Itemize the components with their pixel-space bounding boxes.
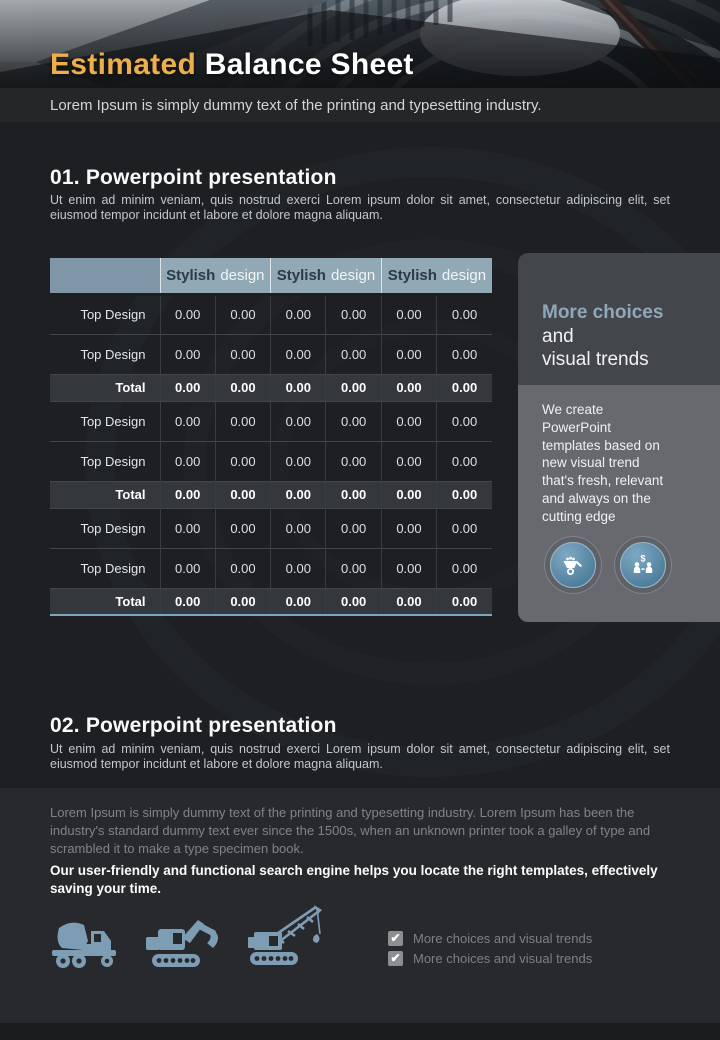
checkbox-row[interactable]	[388, 951, 592, 966]
row-label: Total	[50, 588, 160, 615]
table-cell: 0.00	[381, 294, 436, 334]
side-panel-body: We create PowerPoint templates based on new visual trend that's fresh, relevant and always on the cutting edge	[542, 402, 664, 524]
table-cell: 0.00	[160, 481, 215, 508]
table-cell: 0.00	[437, 548, 492, 588]
table-row	[50, 401, 492, 441]
bottom-paragraph: Lorem Ipsum is simply dummy text of the printing and typesetting industry. Lorem Ipsum has been the industry's standard dummy text ever since the 1500s, when an unknown printer took a galley of type and scrambled it to make a type specimen book.	[50, 805, 651, 857]
section2-body: Ut enim ad minim veniam, quis nostrud exerci Lorem ipsum dolor sit amet, consectetur adipiscing elit, set eiusmod tempor incidunt et labore et dolore magna aliquam.	[50, 742, 670, 771]
table-cell: 0.00	[437, 441, 492, 481]
table-row	[50, 548, 492, 588]
table-cell: 0.00	[381, 588, 436, 615]
balance-table	[50, 258, 492, 616]
group-title-light: design	[441, 266, 487, 284]
mixer-truck-icon	[50, 920, 122, 970]
vehicle-icons-row	[50, 904, 350, 970]
section1-heading: 01. Powerpoint presentation	[50, 166, 337, 189]
side-panel-title-block	[518, 253, 720, 385]
table-cell: 0.00	[326, 548, 381, 588]
table-cell: 0.00	[215, 374, 270, 401]
subtitle-band	[0, 88, 720, 122]
table-cell: 0.00	[437, 588, 492, 615]
table-cell: 0.00	[381, 508, 436, 548]
table-cell: 0.00	[437, 508, 492, 548]
row-label: Top Design	[50, 401, 160, 441]
crane-icon	[240, 904, 332, 970]
table-total-row	[50, 481, 492, 508]
table-cell: 0.00	[326, 441, 381, 481]
group-title-bold: Stylish	[276, 266, 326, 284]
table-cell: 0.00	[437, 401, 492, 441]
table-cell: 0.00	[160, 588, 215, 615]
table-cell: 0.00	[326, 588, 381, 615]
table-cell: 0.00	[215, 401, 270, 441]
side-panel-icons	[544, 536, 702, 594]
deal-icon	[631, 553, 655, 577]
page-subtitle: Lorem Ipsum is simply dummy text of the printing and typesetting industry.	[50, 96, 542, 114]
group-title-bold: Stylish	[166, 266, 216, 284]
table-row	[50, 294, 492, 334]
table-row	[50, 508, 492, 548]
table-cell: 0.00	[271, 588, 326, 615]
table-cell: 0.00	[271, 481, 326, 508]
table-header-group	[160, 258, 271, 294]
table-cell: 0.00	[381, 401, 436, 441]
table-cell: 0.00	[381, 441, 436, 481]
table-cell: 0.00	[160, 334, 215, 374]
table-cell: 0.00	[437, 481, 492, 508]
table-cell: 0.00	[215, 548, 270, 588]
table-cell: 0.00	[326, 334, 381, 374]
row-label: Top Design	[50, 294, 160, 334]
row-label: Total	[50, 481, 160, 508]
deal-icon-button[interactable]	[620, 542, 666, 588]
table-cell: 0.00	[326, 294, 381, 334]
table-header-blank-cell	[50, 258, 160, 294]
table-cell: 0.00	[271, 334, 326, 374]
row-label: Top Design	[50, 441, 160, 481]
table-header-group	[381, 258, 492, 294]
checkbox-label: More choices and visual trends	[413, 931, 593, 946]
section2-heading: 02. Powerpoint presentation	[50, 714, 337, 737]
table-cell: 0.00	[437, 294, 492, 334]
table-cell: 0.00	[381, 374, 436, 401]
table-cell: 0.00	[215, 294, 270, 334]
hero-header	[0, 0, 720, 88]
table-cell: 0.00	[160, 401, 215, 441]
page-title-accent: Estimated	[50, 48, 197, 81]
table-header-group	[271, 258, 382, 294]
group-title-light: design	[220, 266, 265, 284]
table-cell: 0.00	[160, 508, 215, 548]
table-cell: 0.00	[160, 374, 215, 401]
table-cell: 0.00	[215, 481, 270, 508]
group-title-bold: Stylish	[387, 266, 437, 284]
table-cell: 0.00	[271, 441, 326, 481]
table-cell: 0.00	[271, 548, 326, 588]
table-cell: 0.00	[271, 374, 326, 401]
svg-text:$: $	[640, 553, 646, 564]
table-cell: 0.00	[160, 441, 215, 481]
checkbox-row[interactable]	[388, 931, 592, 946]
side-panel-body-block	[518, 385, 720, 622]
table-cell: 0.00	[326, 508, 381, 548]
footer-bar	[0, 1023, 720, 1040]
checkbox-label: More choices and visual trends	[413, 951, 593, 966]
table-cell: 0.00	[381, 548, 436, 588]
wheelbarrow-icon-button[interactable]	[550, 542, 596, 588]
section1-body: Ut enim ad minim veniam, quis nostrud exerci Lorem ipsum dolor sit amet, consectetur adipiscing elit, set eiusmod tempor incidunt et labore et dolore magna aliquam.	[50, 193, 670, 222]
table-cell: 0.00	[215, 441, 270, 481]
side-panel-title-line3: visual trends	[542, 348, 649, 370]
table-cell: 0.00	[437, 374, 492, 401]
group-title-light: design	[330, 266, 376, 284]
table-cell: 0.00	[215, 588, 270, 615]
table-cell: 0.00	[160, 294, 215, 334]
table-cell: 0.00	[437, 334, 492, 374]
table-cell: 0.00	[271, 294, 326, 334]
checkbox-checked-icon[interactable]: ✔	[388, 931, 403, 946]
table-cell: 0.00	[381, 334, 436, 374]
table-cell: 0.00	[381, 481, 436, 508]
table-cell: 0.00	[326, 401, 381, 441]
side-panel-title-accent: More choices	[542, 302, 664, 324]
row-label: Total	[50, 374, 160, 401]
checkbox-list	[388, 931, 592, 966]
table-header-row	[50, 258, 492, 294]
page-title	[50, 48, 414, 82]
checkbox-checked-icon[interactable]: ✔	[388, 951, 403, 966]
table-cell: 0.00	[160, 548, 215, 588]
excavator-icon	[140, 916, 224, 970]
bottom-band	[0, 788, 720, 1040]
table-row	[50, 334, 492, 374]
table-cell: 0.00	[215, 508, 270, 548]
table-cell: 0.00	[271, 401, 326, 441]
wheelbarrow-icon	[561, 553, 585, 577]
bottom-bold-paragraph: Our user-friendly and functional search engine helps you locate the right templates, effectively saving your time.	[50, 863, 658, 897]
table-cell: 0.00	[326, 481, 381, 508]
table-cell: 0.00	[271, 508, 326, 548]
table-cell: 0.00	[326, 374, 381, 401]
side-panel-title-line2: and	[542, 325, 574, 347]
row-label: Top Design	[50, 508, 160, 548]
row-label: Top Design	[50, 334, 160, 374]
side-panel	[518, 253, 720, 622]
table-total-row	[50, 588, 492, 615]
table-cell: 0.00	[215, 334, 270, 374]
table-total-row	[50, 374, 492, 401]
row-label: Top Design	[50, 548, 160, 588]
page-title-rest: Balance Sheet	[196, 48, 414, 81]
table-row	[50, 441, 492, 481]
